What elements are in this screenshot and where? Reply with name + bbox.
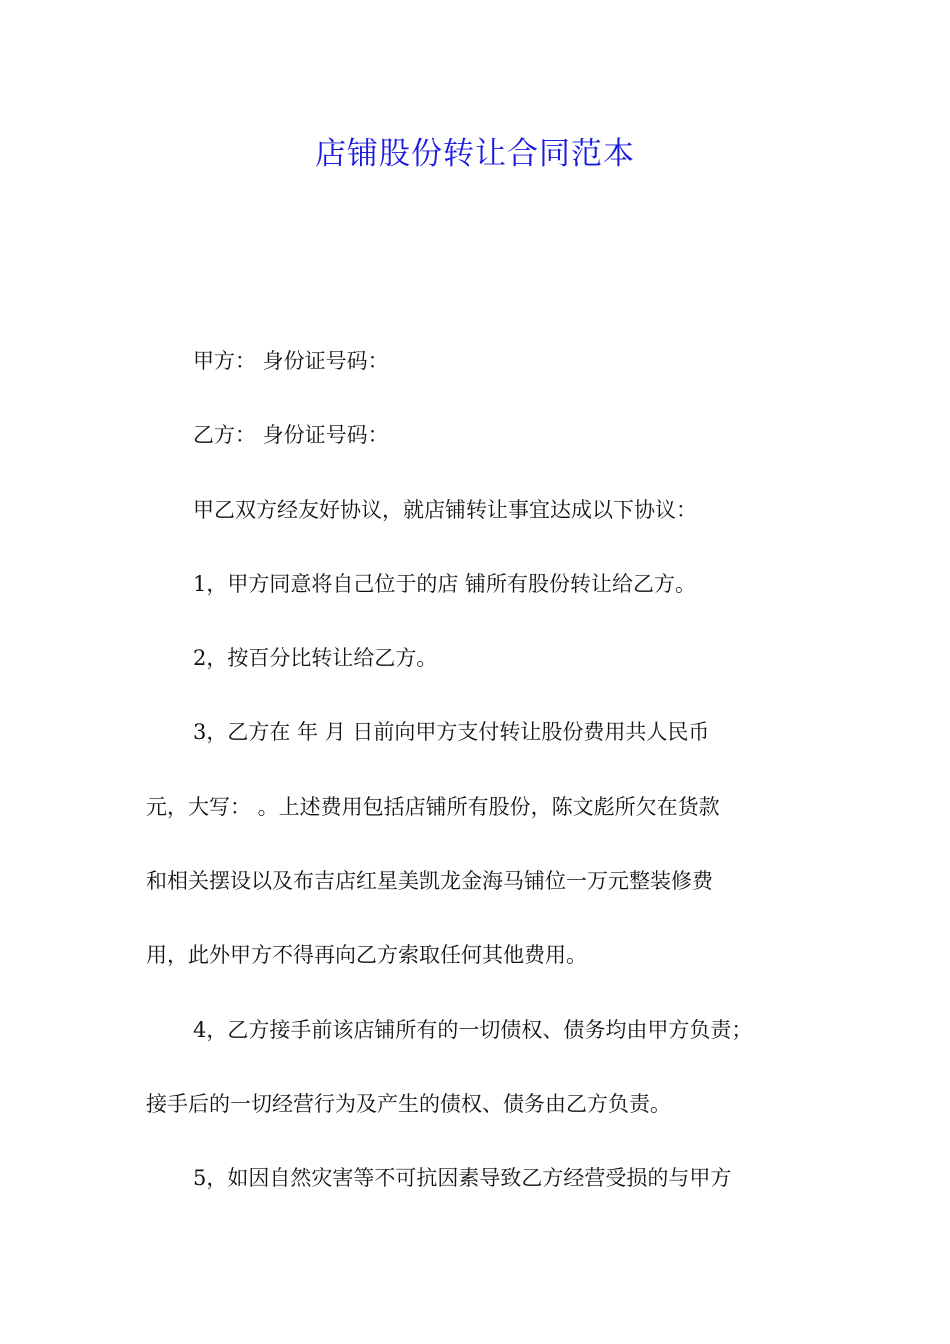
party-a-line: 甲方： 身份证号码： bbox=[193, 349, 389, 373]
clause-4-line-1: 4，乙方接手前该店铺所有的一切债权、债务均由甲方负责； bbox=[193, 1017, 753, 1042]
document-body bbox=[146, 338, 814, 1230]
clause-3-line-4: 用，此外甲方不得再向乙方索取任何其他费用。 bbox=[146, 943, 587, 968]
document-title: 店铺股份转让合同范本 bbox=[315, 136, 635, 172]
clause-2: 2，按百分比转让给乙方。 bbox=[193, 646, 438, 671]
agreement-intro: 甲乙双方经友好协议，就店铺转让事宜达成以下协议： bbox=[193, 497, 697, 522]
clause-4-line-2: 接手后的一切经营行为及产生的债权、债务由乙方负责。 bbox=[146, 1091, 671, 1116]
clause-3-line-2: 元，大写： 。上述费用包括店铺所有股份，陈文彪所欠在货款 bbox=[146, 794, 720, 819]
clause-1: 1，甲方同意将自己位于的店 铺所有股份转让给乙方。 bbox=[193, 571, 697, 596]
clause-3-line-1: 3，乙方在 年 月 日前向甲方支付转让股份费用共人民币 bbox=[193, 720, 710, 745]
party-b-line: 乙方： 身份证号码： bbox=[193, 423, 389, 448]
clause-3-line-3: 和相关摆设以及布吉店红星美凯龙金海马铺位一万元整装修费 bbox=[146, 869, 713, 894]
clause-5-line-1: 5，如因自然灾害等不可抗因素导致乙方经营受损的与甲方 bbox=[193, 1166, 732, 1191]
